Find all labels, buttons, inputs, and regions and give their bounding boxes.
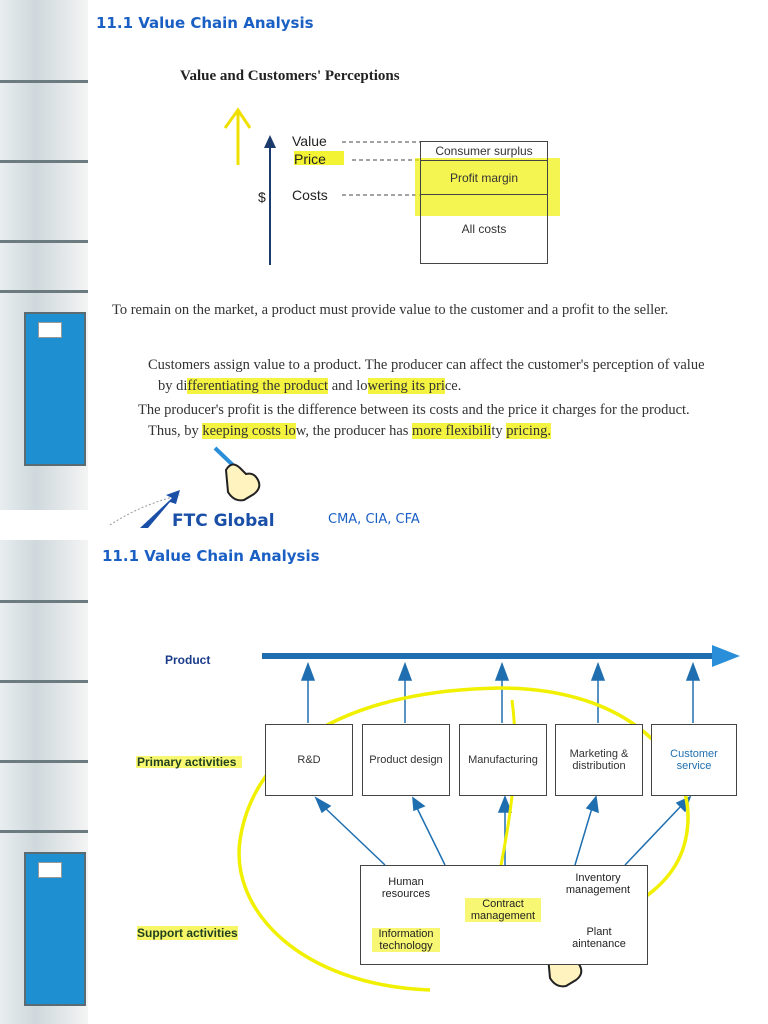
highlight-pricing: pricing. <box>506 423 551 439</box>
costs-label: Costs <box>292 187 328 203</box>
highlight-differentiating: fferentiating the product <box>187 378 329 394</box>
value-label: Value <box>292 133 327 149</box>
primary-box-customer-service: Customer service <box>651 724 737 796</box>
product-label: Product <box>165 653 211 667</box>
primary-activities-label: Primary activities <box>137 755 237 769</box>
support-activities-label: Support activities <box>137 926 238 940</box>
support-hr: Human resources <box>381 876 431 900</box>
paragraph-3-text: The producer's profit is the difference between its costs and the price it charges for the product. Thus, by <box>138 402 690 439</box>
primary-box-rnd: R&D <box>265 724 353 796</box>
section-title: 11.1 Value Chain Analysis <box>96 14 314 32</box>
primary-box-marketing: Marketing & distribution <box>555 724 643 796</box>
highlight-more-flexibility: more flexibili <box>412 423 492 439</box>
page-heading: Value and Customers' Perceptions <box>180 68 400 84</box>
primary-box-manufacturing: Manufacturing <box>459 724 547 796</box>
support-contract: Contract management <box>465 898 541 922</box>
all-costs-box: All costs <box>420 194 548 264</box>
paragraph-3-text: w, the producer has <box>295 423 413 439</box>
paragraph-2-text: and lo <box>328 378 368 394</box>
brand-name: FTC Global <box>172 511 275 531</box>
paragraph-2-text: ce. <box>444 378 462 394</box>
support-it: Information technology <box>372 928 440 952</box>
consumer-surplus-box: Consumer surplus <box>420 141 548 161</box>
price-label: Price <box>294 151 326 167</box>
support-plant: Plant aintenance <box>572 926 626 950</box>
highlight-lowering-price: wering its pri <box>367 378 445 394</box>
paragraph-3-text: ty <box>491 423 507 439</box>
support-inventory: Inventory management <box>565 872 631 896</box>
currency-label: $ <box>258 189 266 205</box>
section-title-2: 11.1 Value Chain Analysis <box>102 547 320 565</box>
profit-margin-box: Profit margin <box>420 160 548 195</box>
primary-box-product-design: Product design <box>362 724 450 796</box>
credentials: CMA, CIA, CFA <box>328 512 420 527</box>
highlight-keeping-costs-low: keeping costs lo <box>202 423 296 439</box>
paragraph-2-text: Customers assign value to a product. The producer can affect the customer's perception of value by di <box>148 357 705 394</box>
paragraph-1-text: To remain on the market, a product must provide value to the customer and a profit to the seller. <box>112 302 669 318</box>
